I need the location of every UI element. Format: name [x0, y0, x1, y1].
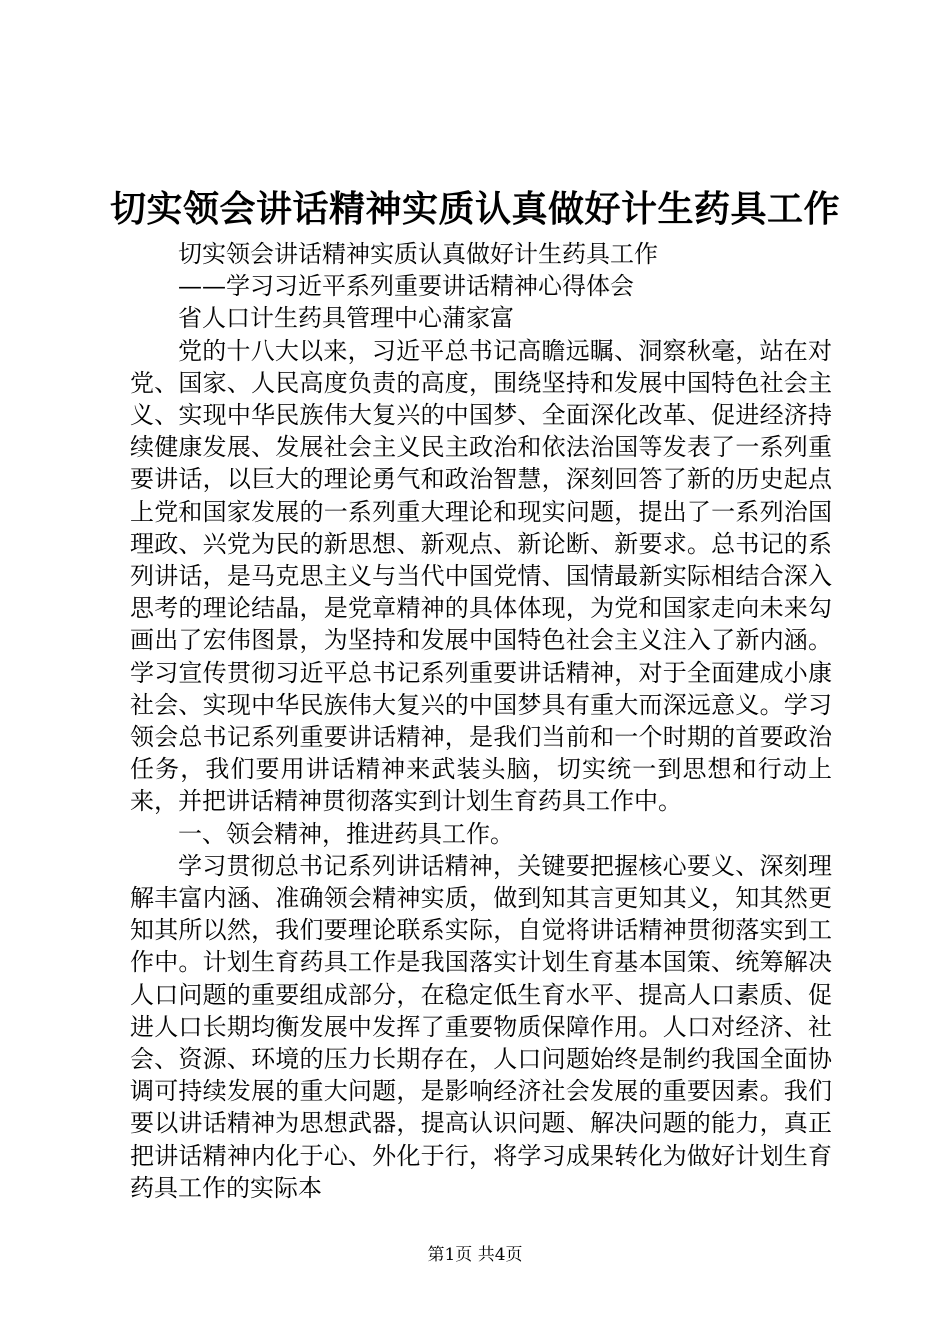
page-number-footer: 第1页 共4页 — [427, 1245, 523, 1265]
body-paragraph: 党的十八大以来，习近平总书记高瞻远瞩、洞察秋毫，站在对党、国家、人民高度负责的高度，围绕坚持和发展中国特色社会主义、实现中华民族伟大复兴的中国梦、全面深化改革、促进经济持续健康发展、发展社会主义民主政治和依法治国等发表了一系列重要讲话，以巨大的理论勇气和政治智慧，深刻回答了新的历史起点上党和国家发展的一系列重大理论和现实问题，提出了一系列治国理政、兴党为民的新思想、新观点、新论断、新要求。总书记的系列讲话，是马克思主义与当代中国党情、国情最新实际相结合深入思考的理论结晶，是党章精神的具体体现，为党和国家走向未来勾画出了宏伟图景，为坚持和发展中国特色社会主义注入了新内涵。学习宣传贯彻习近平总书记系列重要讲话精神，对于全面建成小康社会、实现中华民族伟大复兴的中国梦具有重大而深远意义。学习领会总书记系列重要讲话精神，是我们当前和一个时期的首要政治任务，我们要用讲话精神来武装头脑，切实统一到思想和行动上来，并把讲话精神贯彻落实到计划生育药具工作中。 — [130, 336, 832, 816]
document-title: 切实领会讲话精神实质认真做好计生药具工作 — [109, 188, 840, 230]
body-paragraph: 学习贯彻总书记系列讲话精神，关键要把握核心要义、深刻理解丰富内涵、准确领会精神实质，做到知其言更知其义，知其然更知其所以然，我们要理论联系实际，自觉将讲话精神贯彻落实到工作中。计划生育药具工作是我国落实计划生育基本国策、统筹解决人口问题的重要组成部分，在稳定低生育水平、提高人口素质、促进人口长期均衡发展中发挥了重要物质保障作用。人口对经济、社会、资源、环境的压力长期存在，人口问题始终是制约我国全面协调可持续发展的重大问题，是影响经济社会发展的重要因素。我们要以讲话精神为思想武器，提高认识问题、解决问题的能力，真正把讲话精神内化于心、外化于行，将学习成果转化为做好计划生育药具工作的实际本 — [130, 851, 832, 1202]
subtitle-line: 切实领会讲话精神实质认真做好计生药具工作 — [178, 240, 658, 268]
document-body — [130, 238, 832, 1204]
section-heading: 一、领会精神，推进药具工作。 — [178, 819, 514, 848]
author-line: 省人口计生药具管理中心蒲家富 — [178, 304, 514, 333]
subtitle-subheading: ——学习习近平系列重要讲话精神心得体会 — [178, 272, 634, 301]
